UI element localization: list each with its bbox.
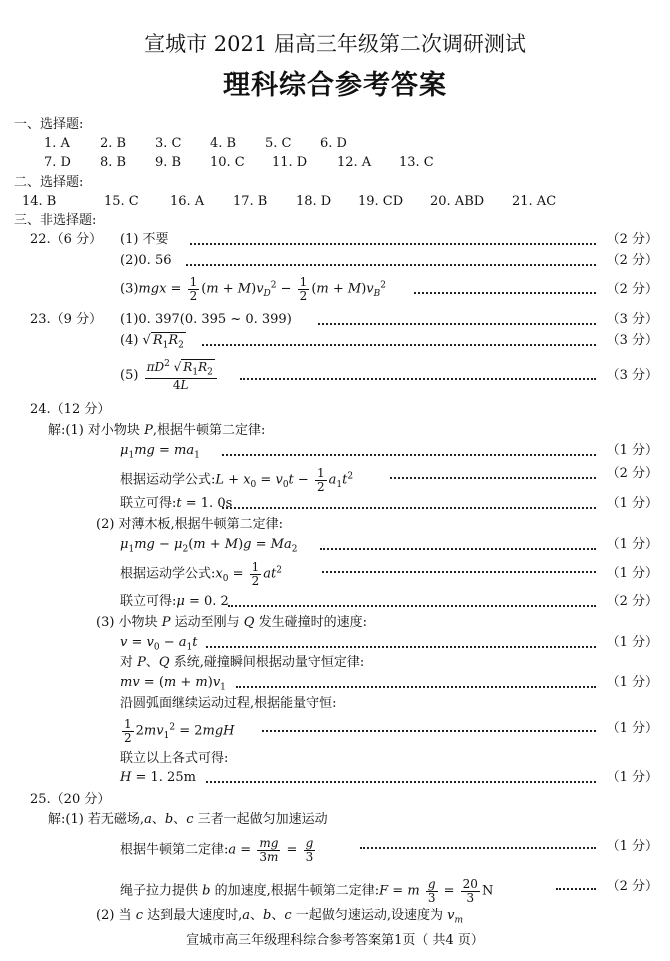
q25-eq-2: 绳子拉力提供 b 的加速度,根据牛顿第二定律:F = m $\frac{g}{3}$ = $\frac{20}{3}$ N — [120, 877, 494, 905]
q24-eq-7: $\frac{1}{2}$ $2mv_1^2 = 2mgH$ — [124, 717, 235, 745]
text: 根据运动学公式: — [120, 566, 216, 582]
score: （1 分） — [606, 839, 658, 854]
answer-item: 8. B — [100, 155, 127, 170]
leader-dots — [202, 344, 596, 346]
q24-eq-5: $v = v_0 - a_1t$ — [120, 635, 198, 653]
answer-item: 5. C — [265, 136, 292, 151]
text: 解:(1) 若无磁场, — [48, 812, 145, 827]
question-25-label: 25.（20 分） — [30, 792, 111, 807]
question-22-label: 22.（6 分） — [30, 232, 103, 247]
leader-dots — [390, 477, 596, 479]
score: （1 分） — [606, 537, 658, 552]
score: （2 分） — [606, 232, 658, 247]
leader-dots — [262, 730, 596, 732]
text: 绳子拉力提供 — [120, 883, 199, 899]
q24-combine-text: 联立以上各式可得: — [120, 751, 229, 766]
q24-eq-2: 根据运动学公式:L + $x_0 = v_0t$ − $\frac{1}{2}$ $a_1t^2$ — [120, 466, 354, 494]
score: （1 分） — [606, 770, 658, 785]
q23-part1: (1)0. 397(0. 395 ~ 0. 399) — [120, 312, 292, 327]
q22-part3-formula: (3)mgx = $\frac{1}{2}$ $(m + M)v_D^2$ − $\frac{1}{2}$ $(m + M)v_B^2$ — [120, 275, 386, 303]
answer-item: 15. C — [104, 194, 139, 209]
answer-item: 16. A — [170, 194, 205, 209]
q24-eq-3: $\mu_1mg - \mu_2(m + M)g = Ma_2$ — [120, 537, 298, 555]
text: 三者一起做匀加速运动 — [197, 812, 328, 827]
score: （2 分） — [606, 466, 658, 481]
q24-step1: 解:(1) 对小物块 P,根据牛顿第二定律: — [48, 423, 266, 438]
leader-dots — [190, 243, 596, 245]
answer-item: 19. CD — [358, 194, 404, 209]
text: ,根据牛顿第二定律: — [152, 423, 266, 438]
q24-eq-6: mv = $(m + m)v_1$ — [120, 675, 226, 693]
q25-step1: 解:(1) 若无磁场,a、b、c 三者一起做匀加速运动 — [48, 812, 328, 827]
score: （2 分） — [606, 253, 658, 268]
answer-item: 6. D — [320, 136, 347, 151]
text: 联立可得: — [120, 594, 177, 609]
text: 解:(1) 对小物块 — [48, 423, 140, 438]
page-footer: 宣城市高三年级理科综合参考答案第1页（ 共4 页） — [186, 933, 484, 948]
answer-item: 11. D — [272, 155, 308, 170]
section-heading-1: 一、选择题: — [14, 117, 84, 132]
leader-dots — [222, 507, 596, 509]
question-23-label: 23.（9 分） — [30, 312, 103, 327]
q22-part2: (2)0. 56 — [120, 253, 172, 268]
leader-dots — [228, 605, 596, 607]
q24-step2: (2) 对薄木板,根据牛顿第二定律: — [96, 517, 284, 532]
q24-eq-1: $\mu_1mg = ma_1$ — [120, 443, 200, 461]
leader-dots — [236, 686, 596, 688]
score: （2 分） — [606, 282, 658, 297]
score: （2 分） — [606, 594, 658, 609]
leader-dots — [360, 847, 596, 849]
answer-key-title: 理科综合参考答案 — [223, 70, 447, 101]
part-prefix: (4) — [120, 333, 139, 348]
answer-item: 3. C — [155, 136, 182, 151]
answer-item: 21. AC — [512, 194, 557, 209]
text: 根据运动学公式: — [120, 472, 216, 488]
score: （1 分） — [606, 443, 658, 458]
score: （1 分） — [606, 496, 658, 511]
q24-result-3: H = 1. 25m — [120, 770, 196, 785]
score: （1 分） — [606, 721, 658, 736]
score: （3 分） — [606, 333, 658, 348]
leader-dots — [322, 571, 596, 573]
leader-dots — [186, 264, 596, 266]
text: 系统,碰撞瞬间根据动量守恒定律: — [173, 655, 365, 670]
answer-item: 1. A — [44, 136, 70, 151]
section-heading-2: 二、选择题: — [14, 175, 84, 190]
score: （3 分） — [606, 312, 658, 327]
q24-result-1: 联立可得:t = 1. 0s — [120, 496, 233, 511]
answer-item: 7. D — [44, 155, 71, 170]
text: 的加速度,根据牛顿第二定律: — [214, 883, 380, 899]
leader-dots — [320, 548, 596, 550]
q25-eq-1: 根据牛顿第二定律:a = $\frac{mg}{3m}$ = $\frac{g}{3}$ — [120, 836, 314, 864]
score: （1 分） — [606, 675, 658, 690]
text: 联立可得: — [120, 496, 177, 511]
answer-item: 18. D — [296, 194, 332, 209]
answer-item: 10. C — [210, 155, 245, 170]
score: （1 分） — [606, 566, 658, 581]
q25-step2: (2) 当 c 达到最大速度时,a、b、c 一起做匀速运动,设速度为 $v_m$ — [96, 908, 463, 926]
answer-item: 4. B — [210, 136, 237, 151]
leader-dots — [414, 292, 596, 294]
exam-title: 宣城市 2021 届高三年级第二次调研测试 — [144, 32, 526, 56]
value: = 0. 2 — [188, 594, 229, 609]
q24-eq-4: 根据运动学公式$:x_0$ = $\frac{1}{2}$ $at^2$ — [120, 560, 282, 588]
score: （2 分） — [606, 879, 658, 894]
text: (2) 当 — [96, 908, 132, 923]
section-heading-3: 三、非选择题: — [14, 213, 97, 228]
answer-item: 17. B — [233, 194, 268, 209]
text: 对 — [120, 655, 134, 670]
score: （3 分） — [606, 368, 658, 383]
value: = 1. 25m — [135, 770, 196, 785]
leader-dots — [318, 323, 596, 325]
answer-item: 13. C — [399, 155, 434, 170]
answer-item: 14. B — [22, 194, 57, 209]
answer-item: 12. A — [337, 155, 372, 170]
question-24-label: 24.（12 分） — [30, 402, 111, 417]
text: 发生碰撞时的速度: — [258, 615, 367, 630]
leader-dots — [206, 781, 596, 783]
part-prefix: (5) — [120, 368, 139, 384]
q24-energy-text: 沿圆弧面继续运动过程,根据能量守恒: — [120, 696, 337, 711]
q24-step3: (3) 小物块 P 运动至刚与 Q 发生碰撞时的速度: — [96, 615, 367, 630]
leader-dots — [556, 888, 596, 890]
part-prefix: (3) — [120, 281, 139, 297]
text: 运动至刚与 — [174, 615, 240, 630]
leader-dots — [222, 454, 596, 456]
text: 根据牛顿第二定律: — [120, 842, 229, 858]
value: = 1. 0s — [185, 496, 233, 511]
q24-result-2: 联立可得:μ = 0. 2 — [120, 594, 229, 609]
q23-part4-formula: (4) √ $R_1R_2$ — [120, 333, 184, 351]
q22-part1: (1) 不要 — [120, 232, 169, 247]
score: （1 分） — [606, 635, 658, 650]
answer-item: 20. ABD — [430, 194, 485, 209]
leader-dots — [240, 378, 596, 380]
text: 达到最大速度时, — [147, 908, 243, 923]
text: (3) 小物块 — [96, 615, 158, 630]
text: 一起做匀速运动,设速度为 — [295, 908, 443, 923]
q24-momentum-text: 对 P、Q 系统,碰撞瞬间根据动量守恒定律: — [120, 655, 365, 670]
q23-part5-formula: (5) $\frac{\pi D^2 √ R_1R_2}{4L}$ — [120, 360, 219, 391]
leader-dots — [206, 646, 596, 648]
answer-item: 9. B — [155, 155, 182, 170]
answer-item: 2. B — [100, 136, 127, 151]
